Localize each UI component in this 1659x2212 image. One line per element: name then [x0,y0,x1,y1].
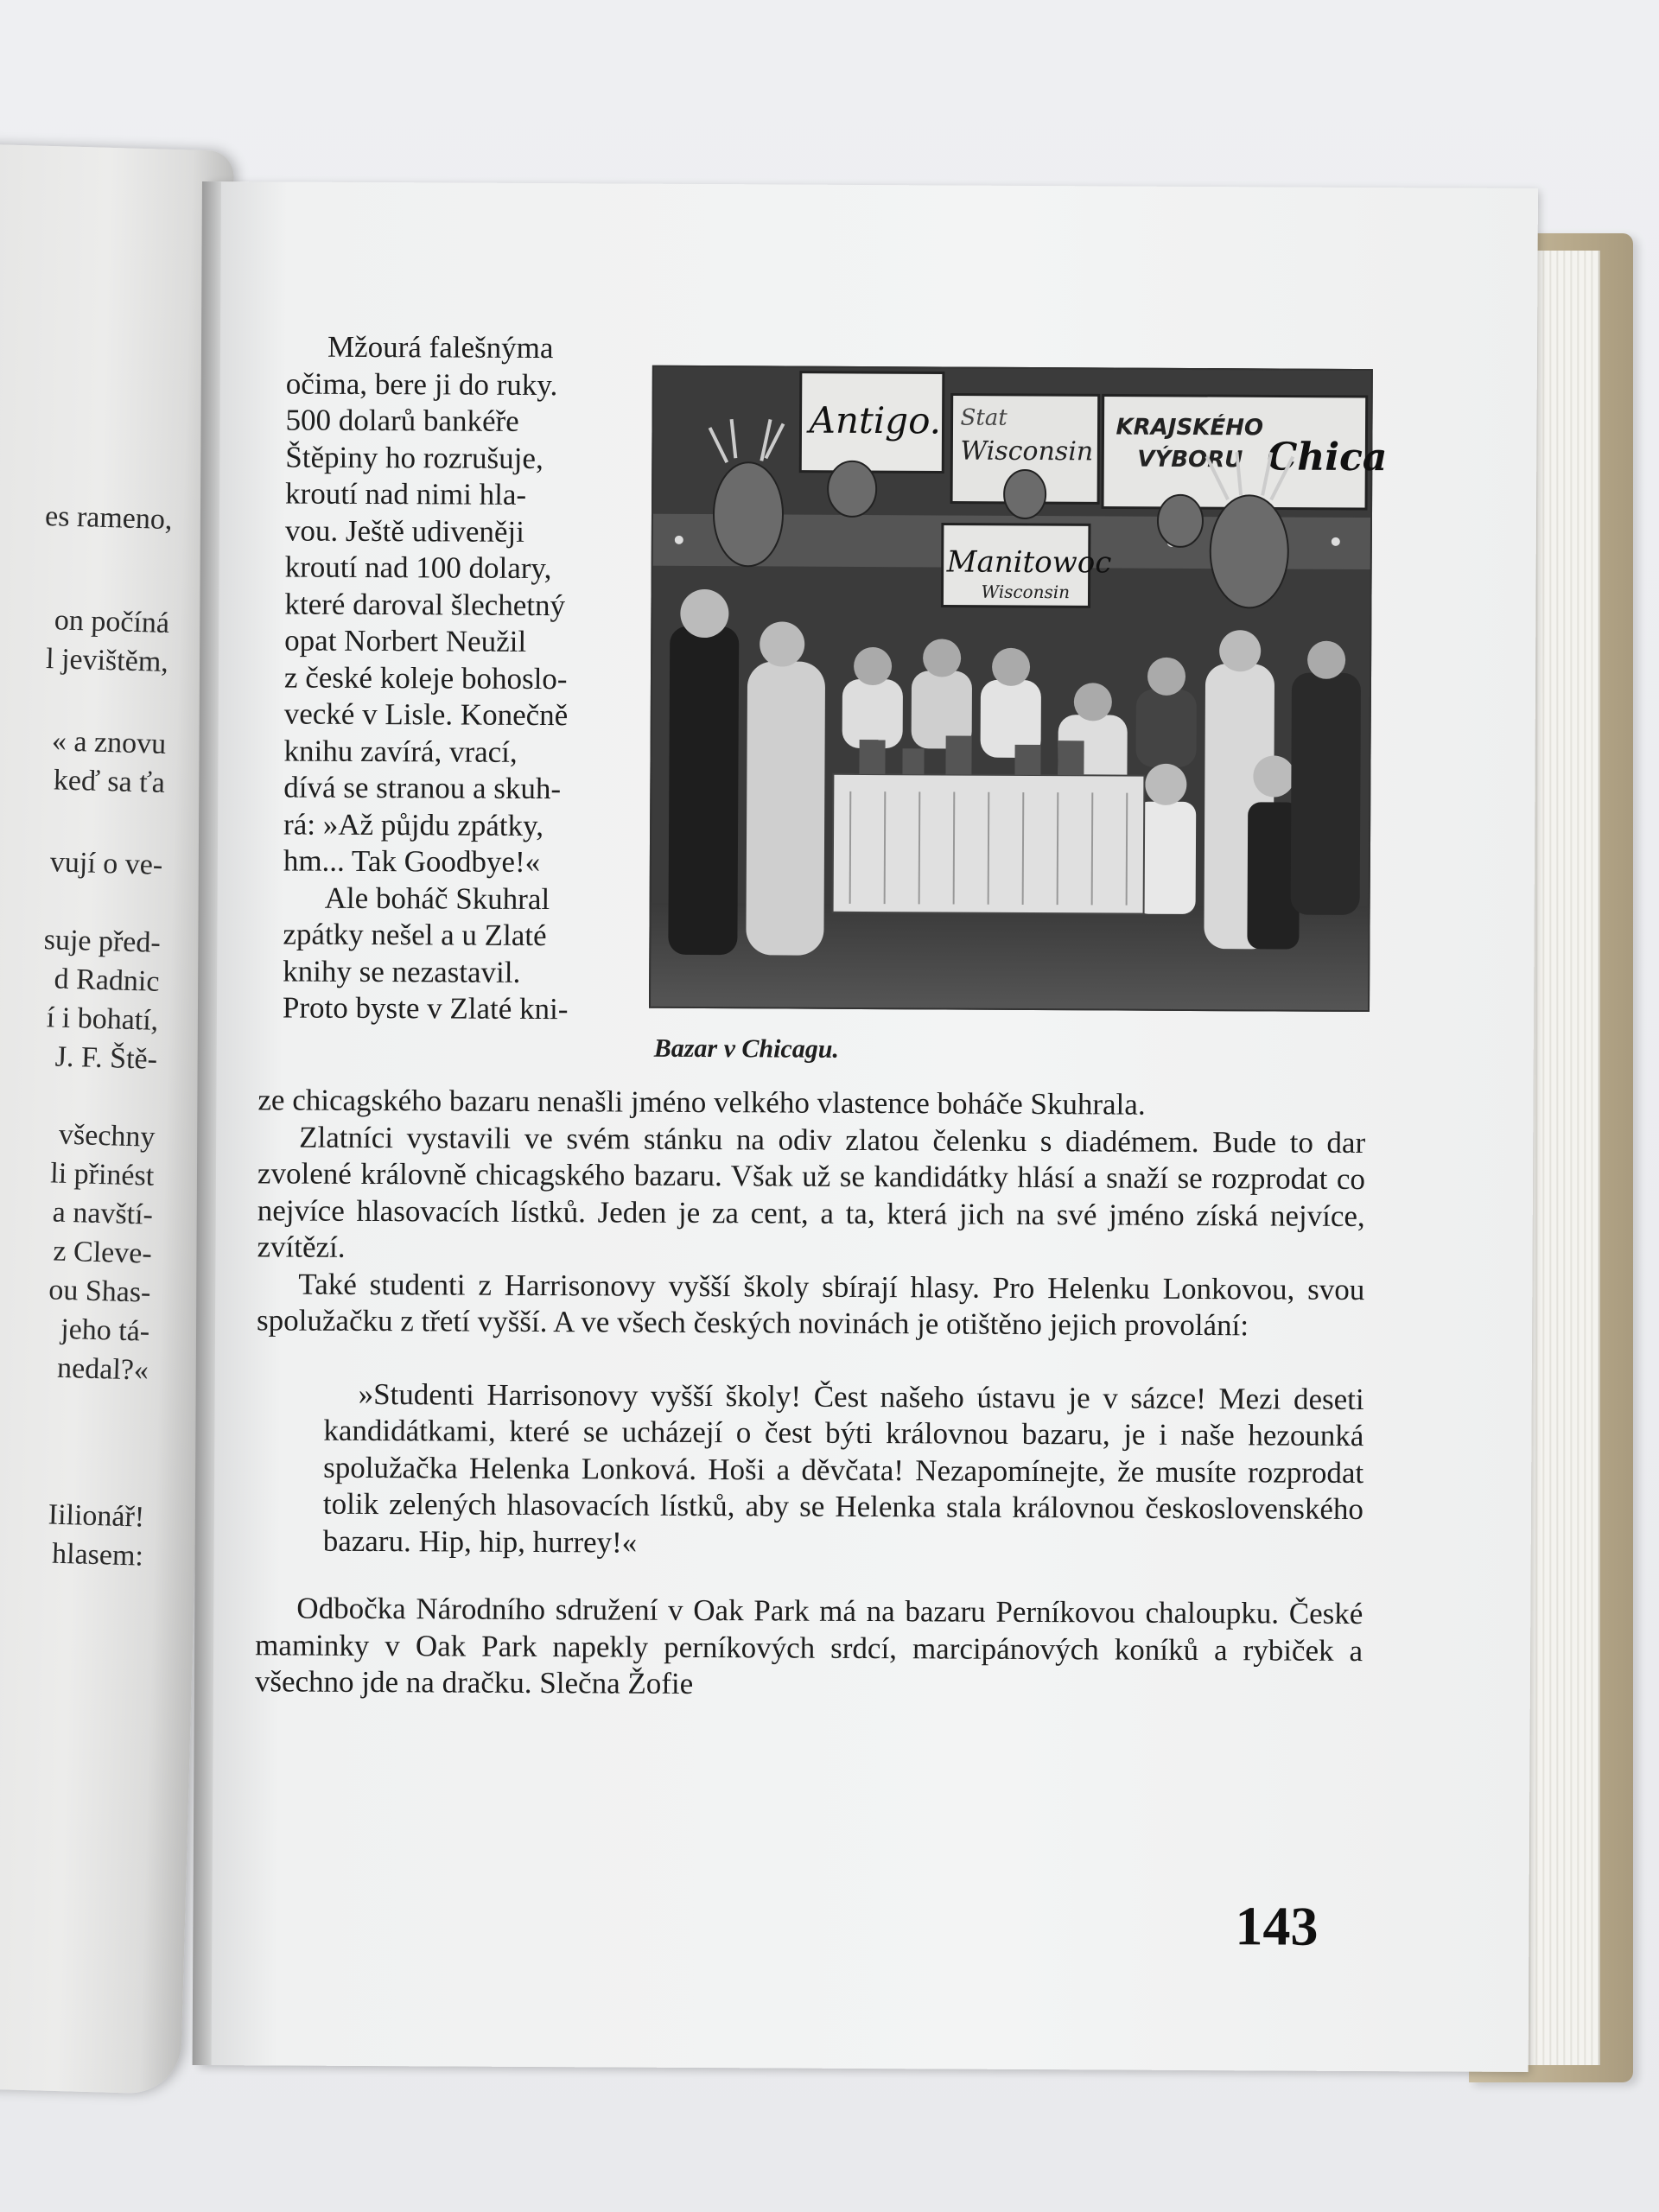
left-page-fragment: d Radnic [54,963,160,998]
page-number: 143 [1235,1895,1319,1957]
text-line: zpátky nešel a u Zlaté [283,917,547,953]
photo-caption: Bazar v Chicagu. [653,1033,840,1064]
left-page-fragment: všechny [58,1118,156,1154]
narrow-text-column [283,328,630,1028]
proclamation-quote: »Studenti Harrisonovy vyšší školy! Čest našeho ústavu je v sázce! Mezi deseti kandidátkami, které se ucházejí o čest býti královnou bazaru, je i naše hezounká spolužačka Helenka Lonková. Hoši a děvčata! Nezapomínejte, že musíte rozprodat tolik zelených hlasovacích lístků, aby se Helenka stala královnou československého bazaru. Hip, hip, hurrey!« [322,1376,1364,1560]
text-line: hm... Tak Goodbye!« [283,843,541,880]
left-page-fragment: es rameno, [44,499,173,537]
left-page-fragment: J. F. Ště- [54,1040,158,1076]
text-line: z české koleje bohoslo- [283,659,568,696]
left-page-fragment: on počíná [54,604,170,640]
left-page-fragment: keď sa ťa [53,764,166,799]
left-page-fragment: vují o ve- [49,846,163,881]
paragraph: ze chicagského bazaru nenašli jméno velkého vlastence boháče Skuhrala. [257,1083,1146,1122]
paragraph: Zlatníci vystavili ve svém stánku na odiv zlatou čelenku s diadémem. Bude to dar zvolené královně chicagského bazaru. Však už se kandidátky hlásí a snaží se rozprodat co nejvíce hlasovacích lístků. Jeden je za cent, a ta, která jich na své jméno získá nejvíce, zvítězí. [257,1120,1366,1264]
left-page-fragment: nedal?« [56,1351,149,1387]
text-line: Mžourá falešnýma [327,329,554,365]
bazaar-photo [649,365,1388,1012]
text-line: očima, bere ji do ruky. [285,365,558,402]
text-line: kroutí nad 100 dolary, [284,550,552,586]
sign-chica: Chica [1267,435,1388,480]
sign-stat: Stat [960,404,1007,431]
text-line: opat Norbert Neužil [284,623,527,658]
text-line: dívá se stranou a skuh- [283,770,562,806]
text-line: rá: »Až půjdu zpátky, [283,806,544,842]
text-line: Ale boháč Skuhral [324,880,550,916]
sign-wisconsin-small: Wisconsin [981,581,1071,603]
text-line: kroutí nad nimi hla- [285,476,527,512]
text-line: Štěpiny ho rozrušuje, [285,439,543,475]
left-page-fragment: li přinést [49,1157,155,1192]
text-line: knihy se nezastavil. [283,953,521,989]
left-page-fragment: í i bohatí, [46,1001,159,1037]
left-page-fragment: l jevištěm, [45,643,169,678]
text-line: knihu zavírá, vrací, [283,733,518,769]
text-line: vou. Ještě udiveněji [284,512,525,549]
left-page-fragment: suje před- [43,924,162,959]
text-line: které daroval šlechetný [284,586,566,622]
sign-wisconsin: Wisconsin [960,435,1094,467]
wide-text-column [255,1082,1366,1706]
sign-krajskeho: KRAJSKÉHO [1116,414,1264,442]
text-line: vecké v Lisle. Konečně [283,696,569,733]
left-page-fragment: ou Shas- [48,1274,151,1309]
sign-vyboru: VÝBORU [1137,446,1243,474]
left-page-fragment: hlasem: [51,1537,144,1573]
left-page-fragment: a navští- [52,1196,154,1231]
sign-antigo: Antigo. [809,398,942,442]
paragraph: Odbočka Národního sdružení v Oak Park má na bazaru Perníkovou chaloupku. České maminky v Oak Park napekly perníkových srdcí, marcipánových koníků a rybiček a všechno jde na dračku. Slečna Žofie [254,1591,1363,1700]
book-page [198,181,1538,2072]
sign-manitowoc: Manitowoc [946,544,1112,581]
paragraph: Také studenti z Harrisonovy vyšší školy sbírají hlasy. Pro Helenku Lonkovou, svou spolužačku z třetí vyšší. A ve všech českých novinách je otištěno jejich provolání: [256,1267,1365,1343]
blank-line [257,1339,1364,1382]
left-page-fragment: z Cleve- [52,1235,153,1270]
left-page-fragment: jeho tá- [60,1313,150,1348]
text-line: Proto byste v Zlaté kni- [282,990,569,1027]
left-page-fragment: « a znovu [51,725,167,760]
text-line: 500 dolarů bankéře [285,403,519,438]
left-page-fragment: Iilionář! [48,1498,145,1534]
